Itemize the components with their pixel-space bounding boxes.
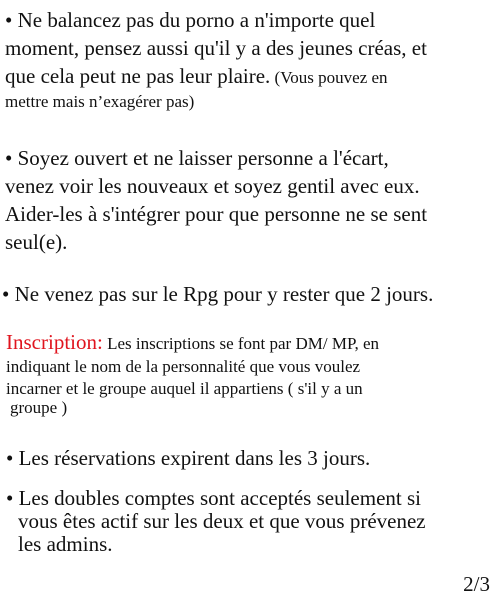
rule-line: • Ne venez pas sur le Rpg pour y rester que 2 jours. bbox=[2, 282, 434, 306]
rule-line: incarner et le groupe auquel il appartiens ( s'il y a un bbox=[6, 379, 363, 398]
page-number: 2/3 bbox=[463, 572, 490, 596]
rule-text: Les inscriptions se font par DM/ MP, en bbox=[102, 334, 380, 353]
rule-line: • Les doubles comptes sont acceptés seulement si bbox=[6, 486, 421, 510]
rule-line bbox=[5, 62, 388, 90]
rule-text: que cela peut ne pas leur plaire. bbox=[5, 64, 271, 88]
inscription-label: Inscription: bbox=[6, 330, 103, 354]
rule-line: seul(e). bbox=[5, 230, 68, 254]
rule-line: Aider-les à s'intégrer pour que personne ne se sent bbox=[5, 202, 428, 226]
rule-line: • Ne balancez pas du porno a n'importe quel bbox=[5, 8, 376, 32]
rule-line: • Les réservations expirent dans les 3 jours. bbox=[6, 446, 371, 470]
rule-line: groupe ) bbox=[10, 398, 68, 417]
rule-line bbox=[6, 330, 379, 355]
rule-note: (Vous pouvez en bbox=[270, 68, 388, 87]
rule-line: indiquant le nom de la personnalité que vous voulez bbox=[6, 357, 361, 376]
rule-line: moment, pensez aussi qu'il y a des jeunes créas, et bbox=[5, 36, 427, 60]
rule-line: • Soyez ouvert et ne laisser personne a l'écart, bbox=[5, 146, 389, 170]
rule-line: vous êtes actif sur les deux et que vous prévenez bbox=[18, 509, 426, 533]
rule-line: les admins. bbox=[18, 532, 113, 556]
rule-note: mettre mais n’exagérer pas) bbox=[5, 92, 195, 111]
rule-line: venez voir les nouveaux et soyez gentil avec eux. bbox=[5, 174, 420, 198]
